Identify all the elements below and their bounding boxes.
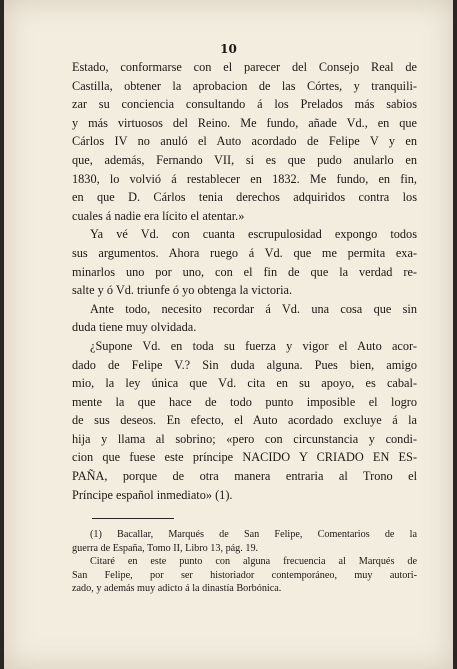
text-line: Ante todo, necesito recordar á Vd. una cosa que sin [90, 301, 417, 316]
footnote-line: zado, y además muy adicto á la dinastía Borbónica. [72, 583, 282, 595]
document-page [4, 0, 453, 669]
text-line: de sus deseos. En efecto, el Auto acordado excluye á la [72, 413, 417, 428]
text-line: hija y llama al sobrino; «pero con circunstancia y condi- [72, 431, 417, 446]
text-line: 1830, lo volvió á restablecer en 1832. Me fundo, en fin, [72, 171, 417, 186]
text-line: ¿Supone Vd. en toda su fuerza y vigor el Auto acor- [90, 338, 417, 353]
footnote-line: (1) Bacallar, Marqués de San Felipe, Comentarios de la [90, 529, 417, 540]
text-line: Ya vé Vd. con cuanta escrupulosidad expongo todos [90, 227, 417, 242]
text-line: en que D. Cárlos tenia derechos adquiridos contra los [72, 190, 417, 205]
footnote-line: Citaré en este punto con alguna frecuencia al Marqués de [90, 556, 417, 568]
page-number: 10 [220, 42, 237, 56]
text-line: zar su conciencia consultando á los Prelados más sabios [72, 97, 417, 112]
text-line: mente la que hace de todo punto imposible el logro [72, 394, 417, 409]
text-line: minarlos uno por uno, con el fin de que la verdad re- [72, 264, 417, 279]
text-line: Príncipe español inmediato» (1). [72, 487, 233, 502]
text-line: mio, la ley única que Vd. cita en su apoyo, es cabal- [72, 376, 417, 391]
text-line: PAÑA, porque de otra manera entraria al Trono el [72, 469, 417, 484]
footnote-line: guerra de España, Tomo II, Libro 13, pág. 19. [72, 542, 259, 554]
text-line: que, además, Fernando VII, si es que pudo anularlo en [72, 152, 417, 167]
footnote-rule [92, 518, 174, 519]
text-line: salte y ó Vd. triunfe ó yo obtenga la victoria. [72, 283, 293, 298]
text-line: Cárlos IV no anuló el Auto acordado de Felipe V y en [72, 134, 417, 149]
body-text [72, 58, 417, 504]
footnotes [72, 528, 417, 596]
text-line: cion que fuese este príncipe NACIDO Y CRIADO EN ES- [72, 450, 417, 465]
footnote-line: San Felipe, por ser historiador contemporáneo, muy autori- [72, 569, 417, 581]
text-line: sus argumentos. Ahora ruego á Vd. que me permita exa- [72, 245, 417, 260]
text-line: Estado, conformarse con el parecer del Consejo Real de [72, 60, 417, 74]
text-line: Castilla, obtener la aprobacion de las Córtes, y tranquili- [72, 78, 417, 93]
text-line: dado de Felipe V.? Sin duda alguna. Pues bien, amigo [72, 357, 417, 372]
text-line: cuales á nadie era lícito el atentar.» [72, 208, 245, 223]
text-line: y más virtuosos del Reino. Me fundo, añade Vd., en que [72, 115, 417, 130]
text-line: duda tiene muy olvidada. [72, 320, 197, 335]
